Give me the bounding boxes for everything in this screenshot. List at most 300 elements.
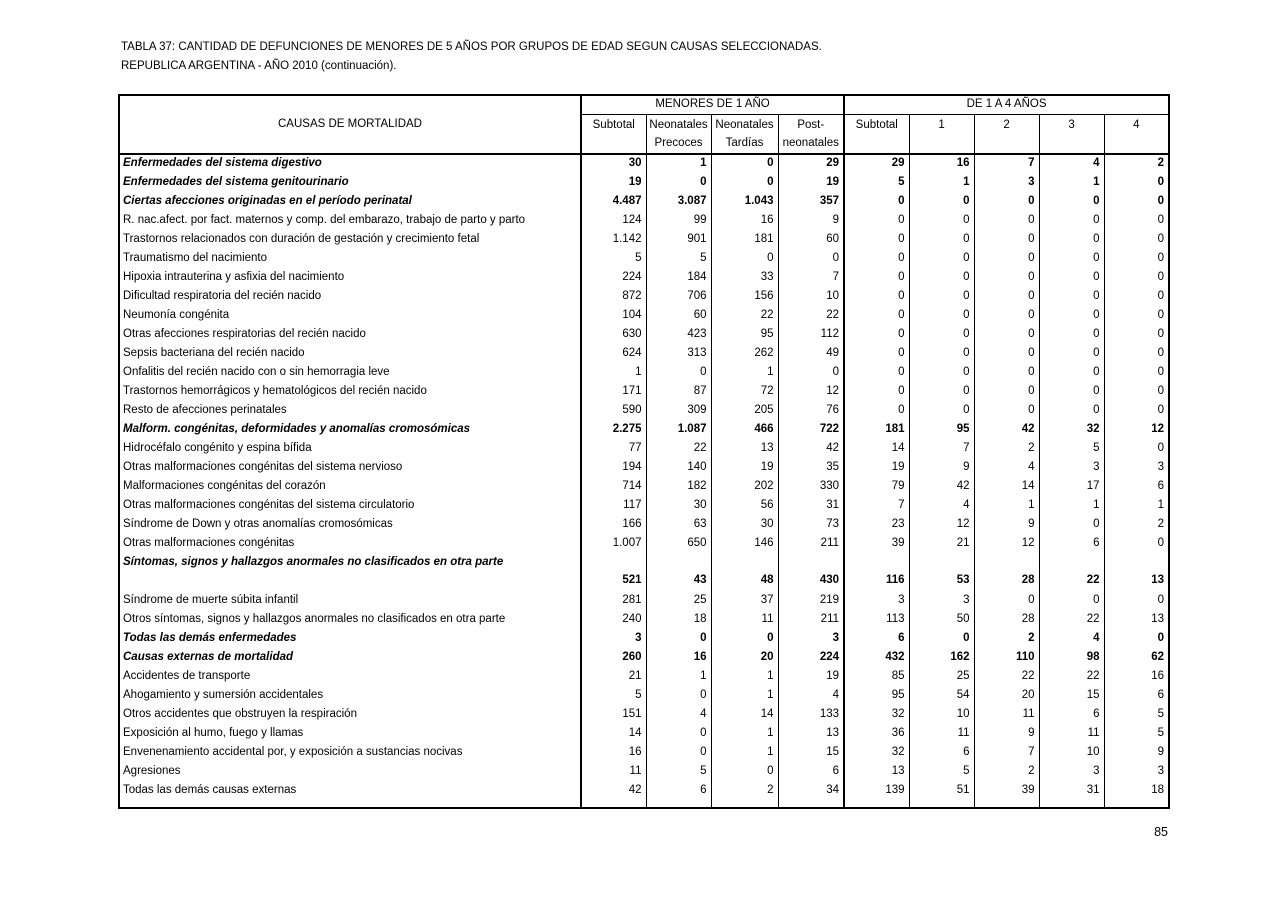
table-row [119, 610, 1169, 629]
cell-value: 1 [1104, 496, 1169, 515]
cell-value: 0 [1104, 325, 1169, 344]
cell-value: 0 [1104, 363, 1169, 382]
cell-value: 0 [646, 743, 711, 762]
cell-value: 0 [1104, 591, 1169, 610]
table-row [119, 496, 1169, 515]
cell-value: 211 [778, 610, 844, 629]
cell-value: 0 [844, 249, 909, 268]
cell-value: 22 [711, 306, 778, 325]
cell-value: 0 [1104, 268, 1169, 287]
cell-value: 901 [646, 230, 711, 249]
group-header-menores-1-ano: MENORES DE 1 AÑO [581, 95, 844, 114]
cell-value: 260 [581, 648, 646, 667]
cell-value: 211 [778, 534, 844, 553]
cell-value: 714 [581, 477, 646, 496]
row-label: Trastornos relacionados con duración de gestación y crecimiento fetal [123, 232, 480, 245]
cell-value: 9 [778, 211, 844, 230]
cell-value: 19 [844, 458, 909, 477]
cell-value: 1 [711, 667, 778, 686]
cell-value: 4 [646, 705, 711, 724]
cell-value: 0 [1104, 287, 1169, 306]
cell-value: 1.142 [581, 230, 646, 249]
cell-value: 0 [974, 344, 1039, 363]
cell-value: 0 [844, 325, 909, 344]
cell-value: 171 [581, 382, 646, 401]
cell-value: 2 [974, 439, 1039, 458]
cell-value: 42 [581, 781, 646, 800]
cell-value: 4 [909, 496, 974, 515]
cell-value: 1.043 [711, 192, 778, 211]
cell-value: 219 [778, 591, 844, 610]
cell-value: 99 [646, 211, 711, 230]
cell-value: 13 [711, 439, 778, 458]
cell-value: 0 [1039, 515, 1104, 534]
cell-value: 0 [909, 287, 974, 306]
cell-value [974, 800, 1039, 808]
cell-value: 2.275 [581, 420, 646, 439]
row-label: Agresiones [123, 764, 181, 777]
table-row [119, 249, 1169, 268]
cell-value: 9 [1104, 743, 1169, 762]
cell-value: 11 [1039, 724, 1104, 743]
cell-value: 1 [646, 667, 711, 686]
cell-value: 5 [1039, 439, 1104, 458]
cell-value: 650 [646, 534, 711, 553]
cell-value: 3 [1039, 762, 1104, 781]
cell-value [1039, 800, 1104, 808]
cell-value: 0 [974, 325, 1039, 344]
cell-value: 77 [581, 439, 646, 458]
row-label: Hidrocéfalo congénito y espina bífida [123, 441, 312, 454]
cell-value: 0 [909, 382, 974, 401]
cell-value: 0 [844, 230, 909, 249]
cell-value: 0 [844, 192, 909, 211]
mortality-table [118, 94, 1170, 809]
cell-value: 95 [711, 325, 778, 344]
cell-value [646, 800, 711, 808]
table-row [119, 458, 1169, 477]
cell-value: 14 [711, 705, 778, 724]
cell-value: 262 [711, 344, 778, 363]
cell-value: 1.087 [646, 420, 711, 439]
cell-value: 2 [1104, 154, 1169, 173]
cell-value: 16 [1104, 667, 1169, 686]
cell-value: 6 [1039, 705, 1104, 724]
cell-value: 12 [1104, 420, 1169, 439]
cell-value: 6 [1104, 686, 1169, 705]
cell-value: 151 [581, 705, 646, 724]
cell-value: 0 [909, 363, 974, 382]
cell-value: 9 [909, 458, 974, 477]
table-row [119, 230, 1169, 249]
row-label: Todas las demás enfermedades [123, 631, 297, 644]
cell-value: 4 [974, 458, 1039, 477]
cell-value: 5 [1104, 705, 1169, 724]
row-label: Otros síntomas, signos y hallazgos anormales no clasificados en otra parte [123, 612, 506, 625]
cell-value: 21 [581, 667, 646, 686]
cell-value: 0 [974, 192, 1039, 211]
cell-value: 166 [581, 515, 646, 534]
cell-value: 50 [909, 610, 974, 629]
cell-value: 146 [711, 534, 778, 553]
cell-value: 1 [581, 363, 646, 382]
cell-value: 0 [974, 363, 1039, 382]
cell-value: 95 [844, 686, 909, 705]
cell-value: 10 [909, 705, 974, 724]
cell-value: 22 [1039, 610, 1104, 629]
cell-value: 0 [974, 306, 1039, 325]
cell-value: 6 [646, 781, 711, 800]
table-row [119, 268, 1169, 287]
cell-value: 0 [909, 211, 974, 230]
cell-value: 313 [646, 344, 711, 363]
cell-value: 98 [1039, 648, 1104, 667]
table-title-line1: TABLA 37: CANTIDAD DE DEFUNCIONES DE MENORES DE 5 AÑOS POR GRUPOS DE EDAD SEGUN CAUSAS SELECCIONADAS. [121, 41, 822, 53]
cell-value: 205 [711, 401, 778, 420]
cell-value: 3 [909, 591, 974, 610]
cell-value: 0 [1039, 401, 1104, 420]
cell-value: 0 [1104, 306, 1169, 325]
cell-value: 0 [1039, 591, 1104, 610]
table-row [119, 287, 1169, 306]
cell-value: 0 [1104, 439, 1169, 458]
cell-value: 139 [844, 781, 909, 800]
cell-value: 49 [778, 344, 844, 363]
row-label: Onfalitis del recién nacido con o sin hemorragia leve [123, 365, 390, 378]
cell-value: 194 [581, 458, 646, 477]
cell-value: 85 [844, 667, 909, 686]
row-label: Todas las demás causas externas [123, 783, 297, 796]
cell-value: 0 [974, 211, 1039, 230]
table-body [119, 154, 1169, 808]
cell-value: 56 [711, 496, 778, 515]
cell-value: 7 [974, 154, 1039, 173]
cell-value: 0 [711, 173, 778, 192]
cell-value: 0 [974, 268, 1039, 287]
table-title [121, 38, 822, 75]
cell-value: 309 [646, 401, 711, 420]
row-label: Ahogamiento y sumersión accidentales [123, 688, 324, 701]
cell-value: 0 [844, 268, 909, 287]
cell-value: 3 [581, 629, 646, 648]
cell-value: 0 [844, 306, 909, 325]
cell-value: 0 [844, 363, 909, 382]
row-label: Dificultad respiratoria del recién nacido [123, 289, 322, 302]
cell-value: 16 [711, 211, 778, 230]
cell-value: 0 [909, 249, 974, 268]
row-label: R. nac.afect. por fact. maternos y comp. del embarazo, trabajo de parto y parto [123, 213, 526, 226]
cell-value: 62 [1104, 648, 1169, 667]
row-label: Traumatismo del nacimiento [123, 251, 268, 264]
cell-value: 32 [1039, 420, 1104, 439]
cell-value: 39 [974, 781, 1039, 800]
cell-value: 20 [711, 648, 778, 667]
table-row [119, 420, 1169, 439]
cell-value: 18 [646, 610, 711, 629]
row-label: Ciertas afecciones originadas en el período perinatal [123, 194, 412, 207]
row-label: Exposición al humo, fuego y llamas [123, 726, 304, 739]
table-row [119, 211, 1169, 230]
row-label: Hipoxia intrauterina y asfixia del nacimiento [123, 270, 345, 283]
cell-value: 29 [844, 154, 909, 173]
cell-value: 2 [974, 629, 1039, 648]
cell-value: 240 [581, 610, 646, 629]
table-row [119, 743, 1169, 762]
cell-value: 16 [646, 648, 711, 667]
cell-value: 9 [974, 724, 1039, 743]
cell-value: 42 [909, 477, 974, 496]
table-row [119, 553, 1169, 591]
cell-value [581, 800, 646, 808]
cell-value: 156 [711, 287, 778, 306]
cell-value: 22 [778, 306, 844, 325]
row-label: Envenenamiento accidental por, y exposición a sustancias nocivas [123, 745, 463, 758]
cell-value: 1 [711, 743, 778, 762]
cell-value: 0 [1039, 363, 1104, 382]
cell-value: 9 [974, 515, 1039, 534]
group-header-row [119, 95, 1169, 114]
cell-value: 0 [909, 629, 974, 648]
cell-value: 224 [778, 648, 844, 667]
cell-value: 6 [909, 743, 974, 762]
cell-value: 11 [909, 724, 974, 743]
cell-value: 0 [844, 382, 909, 401]
cell-value: 630 [581, 325, 646, 344]
cell-value: 4 [1039, 154, 1104, 173]
row-label: Sepsis bacteriana del recién nacido [123, 346, 305, 359]
cell-value: 872 [581, 287, 646, 306]
cell-value: 0 [1039, 306, 1104, 325]
cell-value: 11 [581, 762, 646, 781]
cell-value [1104, 800, 1169, 808]
table-row [119, 363, 1169, 382]
cell-value: 0 [1104, 192, 1169, 211]
row-label: Accidentes de transporte [123, 669, 251, 682]
cell-value: 19 [711, 458, 778, 477]
cell-value: 23 [844, 515, 909, 534]
row-label: Neumonía congénita [123, 308, 230, 321]
cell-value: 432 [844, 648, 909, 667]
cell-value: 13 [1104, 553, 1169, 591]
cell-value: 722 [778, 420, 844, 439]
cell-value: 181 [711, 230, 778, 249]
cell-value [778, 800, 844, 808]
cell-value: 1 [1039, 496, 1104, 515]
column-header-age-2: 2 [974, 114, 1039, 154]
cell-value: 162 [909, 648, 974, 667]
cell-value: 16 [909, 154, 974, 173]
cell-value: 30 [646, 496, 711, 515]
row-label: Síntomas, signos y hallazgos anormales no clasificados en otra parte [123, 555, 504, 568]
cell-value: 112 [778, 325, 844, 344]
cell-value: 30 [711, 515, 778, 534]
cell-value: 1 [646, 154, 711, 173]
cell-value: 19 [778, 173, 844, 192]
cell-value: 1 [711, 363, 778, 382]
cell-value: 0 [974, 382, 1039, 401]
cell-value: 466 [711, 420, 778, 439]
cell-value: 110 [974, 648, 1039, 667]
cell-value: 104 [581, 306, 646, 325]
cell-value: 124 [581, 211, 646, 230]
table-row [119, 724, 1169, 743]
column-header-neonatales-tardias: Neonatales Tardías [711, 114, 778, 154]
column-header-post-neonatales: Post- neonatales [778, 114, 844, 154]
cell-value: 0 [909, 230, 974, 249]
cell-value: 3 [778, 629, 844, 648]
group-header-de-1-a-4-anos: DE 1 A 4 AÑOS [844, 95, 1169, 114]
cell-value: 7 [909, 439, 974, 458]
cell-value: 0 [1104, 249, 1169, 268]
cell-value: 281 [581, 591, 646, 610]
cell-value: 1 [1039, 173, 1104, 192]
cell-value: 0 [909, 306, 974, 325]
table-row [119, 762, 1169, 781]
row-label: Síndrome de Down y otras anomalías cromosómicas [123, 517, 393, 530]
cell-value: 19 [581, 173, 646, 192]
cell-value: 16 [581, 743, 646, 762]
cell-value: 0 [1039, 211, 1104, 230]
page-number: 85 [1154, 825, 1168, 839]
table-row [119, 667, 1169, 686]
cell-value: 0 [1104, 629, 1169, 648]
cell-value: 0 [711, 154, 778, 173]
cell-value: 133 [778, 705, 844, 724]
row-label: Otras afecciones respiratorias del recién nacido [123, 327, 366, 340]
cell-value: 0 [646, 724, 711, 743]
spacer-row [119, 800, 1169, 808]
cell-value: 0 [646, 629, 711, 648]
cell-value: 2 [974, 762, 1039, 781]
table-header [119, 95, 1169, 154]
cell-value: 43 [646, 553, 711, 591]
cell-value: 0 [974, 401, 1039, 420]
cell-value: 15 [778, 743, 844, 762]
table-row [119, 325, 1169, 344]
cell-value: 4 [778, 686, 844, 705]
cell-value: 4 [1039, 629, 1104, 648]
cell-value: 42 [778, 439, 844, 458]
cell-value: 182 [646, 477, 711, 496]
cell-value: 20 [974, 686, 1039, 705]
cell-value: 12 [909, 515, 974, 534]
table-row [119, 629, 1169, 648]
cell-value: 3.087 [646, 192, 711, 211]
cell-value: 7 [844, 496, 909, 515]
table-row [119, 439, 1169, 458]
cell-value: 28 [974, 610, 1039, 629]
cell-value: 76 [778, 401, 844, 420]
table-row [119, 705, 1169, 724]
table-row [119, 686, 1169, 705]
row-label: Malform. congénitas, deformidades y anomalías cromosómicas [123, 422, 471, 435]
cell-value: 29 [778, 154, 844, 173]
cell-value: 3 [974, 173, 1039, 192]
cell-value: 330 [778, 477, 844, 496]
cell-value: 0 [1039, 382, 1104, 401]
cell-value: 22 [646, 439, 711, 458]
cell-value: 11 [974, 705, 1039, 724]
cell-value: 79 [844, 477, 909, 496]
column-header-age-1: 1 [909, 114, 974, 154]
cell-value [711, 800, 778, 808]
cell-value: 0 [711, 762, 778, 781]
cell-value: 0 [646, 686, 711, 705]
cell-value: 32 [844, 705, 909, 724]
row-label [119, 800, 581, 808]
cell-value: 60 [778, 230, 844, 249]
cell-value: 31 [1039, 781, 1104, 800]
cell-value: 5 [844, 173, 909, 192]
cell-value: 12 [974, 534, 1039, 553]
cell-value: 3 [844, 591, 909, 610]
cell-value: 12 [778, 382, 844, 401]
cell-value: 0 [1039, 344, 1104, 363]
cell-value: 22 [974, 667, 1039, 686]
cell-value: 5 [1104, 724, 1169, 743]
cell-value: 0 [974, 287, 1039, 306]
causes-column-header: CAUSAS DE MORTALIDAD [119, 95, 581, 154]
cell-value: 14 [844, 439, 909, 458]
row-label: Enfermedades del sistema genitourinario [123, 175, 349, 188]
cell-value: 5 [909, 762, 974, 781]
cell-value: 10 [1039, 743, 1104, 762]
cell-value: 0 [909, 401, 974, 420]
cell-value: 6 [1039, 534, 1104, 553]
table-row [119, 401, 1169, 420]
cell-value: 0 [909, 344, 974, 363]
cell-value: 25 [909, 667, 974, 686]
cell-value: 34 [778, 781, 844, 800]
table-row [119, 781, 1169, 800]
cell-value: 1 [711, 686, 778, 705]
cell-value: 706 [646, 287, 711, 306]
column-header-subtotal-1-4: Subtotal [844, 114, 909, 154]
cell-value: 0 [1104, 173, 1169, 192]
cell-value [909, 800, 974, 808]
cell-value: 0 [844, 344, 909, 363]
table-row [119, 173, 1169, 192]
cell-value: 32 [844, 743, 909, 762]
cell-value: 73 [778, 515, 844, 534]
cell-value: 224 [581, 268, 646, 287]
cell-value: 184 [646, 268, 711, 287]
cell-value: 5 [581, 249, 646, 268]
cell-value: 5 [646, 249, 711, 268]
cell-value: 0 [1104, 401, 1169, 420]
cell-value: 1 [909, 173, 974, 192]
row-label: Enfermedades del sistema digestivo [123, 157, 322, 169]
column-header-age-4: 4 [1104, 114, 1169, 154]
table-row [119, 515, 1169, 534]
table-row [119, 154, 1169, 173]
cell-value: 357 [778, 192, 844, 211]
cell-value: 0 [1104, 211, 1169, 230]
table-title-line2: REPUBLICA ARGENTINA - AÑO 2010 (continuación). [121, 59, 397, 72]
cell-value: 30 [581, 154, 646, 173]
cell-value: 0 [1039, 249, 1104, 268]
row-label: Resto de afecciones perinatales [123, 403, 287, 416]
cell-value: 10 [778, 287, 844, 306]
cell-value: 6 [1104, 477, 1169, 496]
cell-value: 0 [1039, 192, 1104, 211]
cell-value: 0 [778, 249, 844, 268]
cell-value: 35 [778, 458, 844, 477]
cell-value: 0 [909, 268, 974, 287]
cell-value: 25 [646, 591, 711, 610]
cell-value: 72 [711, 382, 778, 401]
cell-value: 0 [778, 363, 844, 382]
